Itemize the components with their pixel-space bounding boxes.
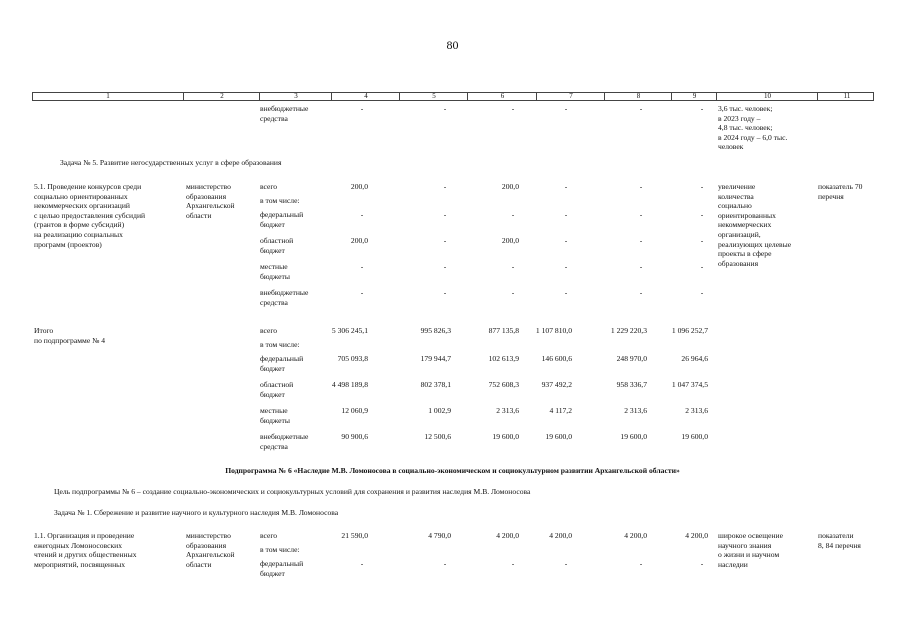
indicator-text: человек	[718, 142, 744, 152]
indicator-text: 4,8 тыс. человек;	[718, 123, 773, 133]
cell-value: 4 200,0	[496, 531, 519, 540]
result-text: социально	[718, 201, 752, 211]
source-label: в том числе:	[260, 340, 300, 349]
measure-name: социально ориентированных	[34, 191, 128, 201]
result-text: увеличение	[718, 182, 756, 191]
cell-value: 1 096 252,7	[671, 326, 708, 335]
cell-value: -	[564, 104, 568, 113]
executor: образования	[186, 540, 227, 550]
cell-value: -	[443, 262, 447, 271]
cell-value: 1 047 374,5	[671, 380, 708, 389]
source-label: бюджет	[260, 219, 285, 229]
cell-value: -	[564, 262, 568, 271]
cell-value: 995 826,3	[420, 326, 451, 335]
cell-value: 19 600,0	[681, 432, 708, 441]
source-label: средства	[260, 113, 288, 123]
header-col-1: 1	[106, 92, 110, 100]
executor: министерство	[186, 182, 231, 191]
executor: образования	[186, 191, 227, 201]
header-col-4: 4	[331, 92, 400, 101]
cell-value: 958 336,7	[616, 380, 647, 389]
cell-value: 200,0	[350, 236, 368, 245]
cell-value: 5 306 245,1	[331, 326, 368, 335]
measure-name: 5.1. Проведение конкурсов среди	[34, 182, 142, 191]
source-label: внебюджетные	[260, 432, 309, 441]
cell-value: 752 608,3	[488, 380, 519, 389]
source-label: бюджет	[260, 363, 285, 373]
indicator-text: показатель 70	[818, 182, 863, 191]
source-label: федеральный	[260, 354, 304, 363]
indicator-text: 8, 84 перечня	[818, 540, 861, 550]
cell-value: 4 498 189,8	[331, 380, 368, 389]
cell-value: -	[639, 182, 643, 191]
source-label: областной	[260, 380, 294, 389]
cell-value: -	[443, 288, 447, 297]
result-text: некоммерческих	[718, 220, 772, 230]
source-label: федеральный	[260, 559, 304, 568]
result-text: о жизни и научном	[718, 550, 780, 560]
cell-value: -	[700, 262, 704, 271]
header-col-9: 9	[671, 92, 717, 101]
result-text: широкое освещение	[718, 531, 783, 540]
source-label: областной	[260, 236, 294, 245]
cell-value: -	[564, 559, 568, 568]
measure-name: с целью предоставления субсидий	[34, 210, 146, 220]
cell-value: 90 900,6	[341, 432, 368, 441]
indicator-text: в 2024 году – 6,0 тыс.	[718, 132, 788, 142]
cell-value: 802 378,1	[420, 380, 451, 389]
cell-value: 12 060,9	[341, 406, 368, 415]
header-col-5: 5	[399, 92, 468, 101]
cell-value: -	[443, 104, 447, 113]
cell-value: 4 200,0	[549, 531, 572, 540]
source-label: средства	[260, 297, 288, 307]
header-col-11: 11	[817, 92, 876, 101]
cell-value: -	[443, 559, 447, 568]
cell-value: -	[360, 288, 364, 297]
subprogram-goal: Цель подпрограммы № 6 – создание социально-экономических и социокультурных условий для сохранения и развития наследия М.В. Ломоносова	[54, 487, 531, 496]
cell-value: -	[443, 210, 447, 219]
task-title: Задача № 1. Сбережение и развитие научного и культурного наследия М.В. Ломоносова	[54, 508, 339, 517]
table-header-row	[32, 92, 874, 101]
cell-value: -	[639, 262, 643, 271]
cell-value: 200,0	[501, 182, 519, 191]
source-label: местные	[260, 406, 288, 415]
measure-name: ежегодных Ломоносовских	[34, 540, 123, 550]
cell-value: -	[639, 559, 643, 568]
cell-value: -	[564, 182, 568, 191]
result-text: количества	[718, 191, 754, 201]
measure-name: некоммерческих организаций	[34, 201, 130, 211]
measure-name: (грантов в форме субсидий)	[34, 220, 125, 230]
cell-value: 2 313,6	[685, 406, 708, 415]
page-number: 80	[446, 38, 459, 52]
cell-value: -	[564, 236, 568, 245]
source-label: федеральный	[260, 210, 304, 219]
cell-value: 4 200,0	[624, 531, 647, 540]
cell-value: 1 107 810,0	[535, 326, 572, 335]
cell-value: -	[511, 104, 515, 113]
cell-value: -	[639, 288, 643, 297]
executor: области	[186, 210, 212, 220]
result-text: научного знания	[718, 540, 772, 550]
source-label: местные	[260, 262, 288, 271]
measure-name: программ (проектов)	[34, 239, 102, 249]
executor: Архангельской	[186, 201, 235, 211]
result-text: наследии	[718, 559, 748, 569]
cell-value: 179 944,7	[420, 354, 451, 363]
cell-value: 2 313,6	[496, 406, 519, 415]
cell-value: -	[360, 210, 364, 219]
source-label: средства	[260, 441, 288, 451]
cell-value: -	[360, 262, 364, 271]
indicator-text: перечня	[818, 191, 844, 201]
source-label: в том числе:	[260, 196, 300, 205]
task-title: Задача № 5. Развитие негосударственных услуг в сфере образования	[60, 158, 282, 167]
cell-value: -	[360, 559, 364, 568]
total-name: по подпрограмме № 4	[34, 335, 106, 345]
source-label: бюджеты	[260, 271, 290, 281]
subprogram-title: Подпрограмма № 6 «Наследие М.В. Ломоносова в социально-экономическом и социокультурном развитии Архангельской области»	[225, 466, 680, 475]
cell-value: 937 492,2	[541, 380, 572, 389]
cell-value: 1 229 220,3	[610, 326, 647, 335]
cell-value: -	[639, 210, 643, 219]
indicator-text: 3,6 тыс. человек;	[718, 104, 773, 113]
measure-name: на реализацию социальных	[34, 230, 123, 239]
cell-value: -	[639, 236, 643, 245]
source-label: в том числе:	[260, 545, 300, 554]
source-label: внебюджетные	[260, 288, 309, 297]
executor: Архангельской	[186, 550, 235, 560]
header-col-8: 8	[604, 92, 672, 101]
result-text: реализующих целевые	[718, 239, 792, 249]
total-name: Итого	[34, 326, 54, 335]
cell-value: 26 964,6	[681, 354, 708, 363]
cell-value: -	[511, 210, 515, 219]
executor: министерство	[186, 531, 231, 540]
indicator-text: в 2023 году –	[718, 113, 761, 123]
cell-value: 19 600,0	[620, 432, 647, 441]
cell-value: -	[639, 104, 643, 113]
result-text: проекты в сфере	[718, 249, 772, 259]
cell-value: -	[511, 288, 515, 297]
cell-value: -	[700, 236, 704, 245]
cell-value: 146 600,6	[541, 354, 572, 363]
cell-value: -	[511, 559, 515, 568]
cell-value: 705 093,8	[337, 354, 368, 363]
result-text: образования	[718, 258, 759, 268]
source-label: бюджет	[260, 245, 285, 255]
source-label: внебюджетные	[260, 104, 309, 113]
header-col-7: 7	[536, 92, 605, 101]
cell-value: 4 117,2	[549, 406, 572, 415]
cell-value: -	[700, 559, 704, 568]
source-label: всего	[260, 326, 278, 335]
executor: области	[186, 559, 212, 569]
cell-value: 877 135,8	[488, 326, 519, 335]
measure-name: 1.1. Организация и проведение	[34, 531, 135, 540]
source-label: бюджет	[260, 389, 285, 399]
cell-value: 200,0	[501, 236, 519, 245]
cell-value: 12 500,6	[424, 432, 451, 441]
cell-value: -	[700, 182, 704, 191]
cell-value: 102 613,9	[488, 354, 519, 363]
source-label: бюджет	[260, 568, 285, 578]
cell-value: 248 970,0	[616, 354, 647, 363]
header-col-10: 10	[716, 92, 818, 101]
source-label: всего	[260, 182, 278, 191]
cell-value: -	[700, 210, 704, 219]
header-col-6: 6	[467, 92, 537, 101]
cell-value: -	[700, 288, 704, 297]
indicator-text: показатели	[818, 531, 854, 540]
cell-value: -	[564, 288, 568, 297]
source-label: всего	[260, 531, 278, 540]
cell-value: 4 200,0	[685, 531, 708, 540]
source-label: бюджеты	[260, 415, 290, 425]
cell-value: 21 590,0	[341, 531, 368, 540]
cell-value: -	[511, 262, 515, 271]
cell-value: -	[700, 104, 704, 113]
cell-value: -	[360, 104, 364, 113]
header-col-2: 2	[183, 92, 260, 101]
cell-value: 4 790,0	[428, 531, 451, 540]
cell-value: -	[443, 182, 447, 191]
cell-value: 2 313,6	[624, 406, 647, 415]
cell-value: 19 600,0	[492, 432, 519, 441]
cell-value: -	[443, 236, 447, 245]
header-col-3: 3	[259, 92, 332, 101]
cell-value: 19 600,0	[545, 432, 572, 441]
result-text: ориентированных	[718, 210, 776, 220]
cell-value: 200,0	[350, 182, 368, 191]
cell-value: -	[564, 210, 568, 219]
measure-name: чтений и других общественных	[34, 550, 137, 560]
cell-value: 1 002,9	[428, 406, 451, 415]
result-text: организаций,	[718, 230, 761, 239]
measure-name: мероприятий, посвященных	[34, 559, 126, 569]
